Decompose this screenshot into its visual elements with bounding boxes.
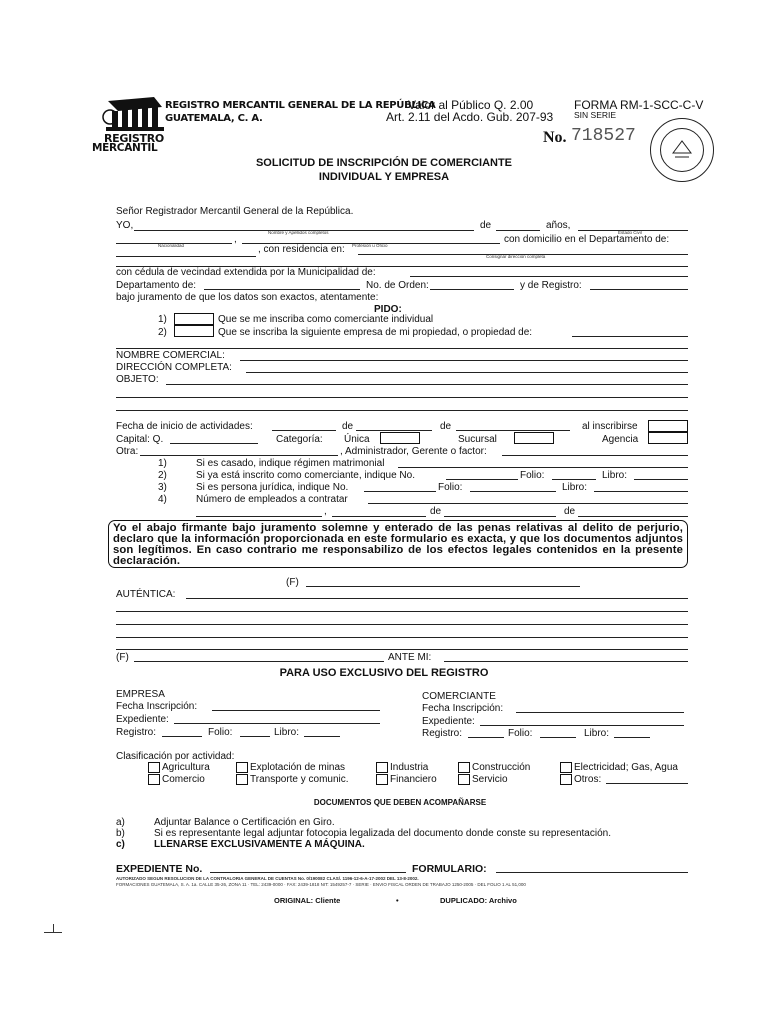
object-field-3[interactable] bbox=[116, 410, 688, 411]
option1-text: Que se me inscriba como comerciante individual bbox=[218, 314, 434, 325]
activity-checkbox-construccion[interactable] bbox=[458, 762, 470, 773]
signature-f1-label: (F) bbox=[286, 577, 299, 588]
comma-sep: , bbox=[234, 234, 237, 245]
option2-text: Que se inscriba la siguiente empresa de mi propiedad, o propiedad de: bbox=[218, 327, 533, 338]
registry-use-title: PARA USO EXCLUSIVO DEL REGISTRO bbox=[279, 667, 489, 679]
matrimonial-regime-field[interactable] bbox=[398, 467, 688, 468]
price-label: Valor al Público Q. 2.00 bbox=[408, 98, 534, 112]
form-field[interactable] bbox=[496, 872, 688, 873]
empresa-date-label: Fecha Inscripción: bbox=[116, 701, 198, 712]
comerciante-file-label: Expediente: bbox=[422, 716, 475, 727]
logo-text-registro: REGISTRO bbox=[104, 132, 164, 145]
capital-label: Capital: Q. bbox=[116, 434, 164, 445]
legal-entity-no-field[interactable] bbox=[364, 491, 436, 492]
comerciante-date-label: Fecha Inscripción: bbox=[422, 703, 504, 714]
question3-number: 3) bbox=[158, 482, 167, 493]
activity-checkbox-otros[interactable] bbox=[560, 774, 572, 785]
hint-name: Nombre y Apellidos completos bbox=[268, 230, 329, 235]
comerciante-libro-field[interactable] bbox=[614, 737, 650, 738]
comerciante-heading: COMERCIANTE bbox=[422, 691, 496, 702]
question2-folio-label: Folio: bbox=[520, 470, 545, 481]
empresa-heading: EMPRESA bbox=[116, 689, 165, 700]
hint-profession: Profesión u Oficio bbox=[352, 243, 388, 248]
employees-field[interactable] bbox=[368, 503, 688, 504]
activity-label-otros: Otros: bbox=[574, 774, 602, 785]
start-date-label: Fecha de inicio de actividades: bbox=[116, 421, 253, 432]
activity-checkbox-transport[interactable] bbox=[236, 774, 248, 785]
owner-field-2[interactable] bbox=[116, 348, 688, 349]
question3-folio-field[interactable] bbox=[470, 491, 556, 492]
number-label: No. bbox=[543, 129, 567, 146]
document-a-text: Adjuntar Balance o Certificación en Giro. bbox=[154, 817, 335, 828]
question2-folio-field[interactable] bbox=[552, 479, 596, 480]
question2-number: 2) bbox=[158, 470, 167, 481]
hint-nationality: Nacionalidad bbox=[158, 243, 185, 248]
activity-label-servicio: Servicio bbox=[472, 774, 508, 785]
option2-number: 2) bbox=[158, 327, 167, 338]
comerciante-folio-field[interactable] bbox=[540, 737, 576, 738]
full-address-label: DIRECCIÓN COMPLETA: bbox=[116, 362, 232, 373]
activity-checkbox-mining[interactable] bbox=[236, 762, 248, 773]
duplicate-copy-label: DUPLICADO: Archivo bbox=[440, 896, 517, 905]
original-copy-label: ORIGINAL: Cliente bbox=[274, 896, 341, 905]
age-de-label: de bbox=[480, 220, 492, 231]
years-label: años, bbox=[546, 220, 571, 231]
order-no-field[interactable] bbox=[430, 289, 514, 290]
question2-libro-field[interactable] bbox=[634, 479, 688, 480]
question1-number: 1) bbox=[158, 458, 167, 469]
empresa-registry-label: Registro: bbox=[116, 727, 157, 738]
documents-title: DOCUMENTOS QUE DEBEN ACOMPAÑARSE bbox=[313, 798, 487, 807]
authentication-label: AUTÉNTICA: bbox=[116, 589, 176, 600]
owner-field[interactable] bbox=[572, 336, 688, 337]
authentication-field[interactable] bbox=[186, 598, 688, 599]
trade-name-label: NOMBRE COMERCIAL: bbox=[116, 350, 225, 361]
empresa-file-field[interactable] bbox=[174, 723, 380, 724]
activity-checkbox-servicio[interactable] bbox=[458, 774, 470, 785]
date-de1-label: de bbox=[430, 506, 442, 517]
empresa-libro-field[interactable] bbox=[304, 736, 340, 737]
activity-label-industria: Industria bbox=[390, 762, 429, 773]
option1-box[interactable] bbox=[174, 313, 214, 325]
administrator-field[interactable] bbox=[502, 455, 688, 456]
date-place-field[interactable] bbox=[196, 516, 322, 517]
sworn-declaration-text: Yo el abajo firmante bajo juramento solemne y enterado de las penas relativas al delito de perjurio, declaro que la información proporcionada en este formulario es exacta, y que los documentos adjuntos son legítimos. En caso contrario me responsabilizo de los efectos legales contenidos en la presente declaración. bbox=[113, 522, 683, 567]
category-label: Categoría: bbox=[276, 434, 323, 445]
oath-text: bajo juramento de que los datos son exactos, atentamente: bbox=[116, 292, 379, 303]
notary-signature-field[interactable] bbox=[134, 661, 384, 662]
sworn-declaration-box bbox=[108, 520, 688, 568]
classification-label: Clasificación por actividad: bbox=[116, 751, 235, 762]
file-number-field[interactable] bbox=[210, 872, 406, 873]
scan-mark bbox=[44, 932, 62, 933]
capital-field[interactable] bbox=[170, 443, 258, 444]
empresa-libro-label: Libro: bbox=[274, 727, 300, 738]
article-label: Art. 2.11 del Acdo. Gub. 207-93 bbox=[386, 110, 554, 124]
sucursal-box[interactable] bbox=[514, 432, 554, 444]
residence-label: , con residencia en: bbox=[258, 244, 345, 255]
question2-libro-label: Libro: bbox=[602, 470, 628, 481]
hint-civil-status: Estado Civil bbox=[618, 230, 642, 235]
activity-label-transport: Transporte y comunic. bbox=[250, 774, 349, 785]
authorization-fine-print: AUTORIZADO SEGUN RESOLUCION DE LA CONTRALORIA GENERAL DE CUENTAS No. 0/190082 CLAS/. 1196-12-6-A-17-2002 DEL 13-8-2002. bbox=[116, 876, 419, 881]
document-b-letter: b) bbox=[116, 828, 125, 839]
department-label: Departamento de: bbox=[116, 280, 197, 291]
document-b-text: Si es representante legal adjuntar fotocopia legalizada del documento donde conste su representación. bbox=[154, 828, 611, 839]
document-a-letter: a) bbox=[116, 817, 125, 828]
unica-box[interactable] bbox=[380, 432, 420, 444]
sucursal-label: Sucursal bbox=[458, 434, 497, 445]
activity-label-utilities: Electricidad; Gas, Agua bbox=[574, 762, 678, 773]
file-number-label: EXPEDIENTE No. bbox=[116, 863, 203, 875]
option2-box[interactable] bbox=[174, 325, 214, 337]
object-field-2[interactable] bbox=[116, 397, 688, 398]
org-name: REGISTRO MERCANTIL GENERAL DE LA REPÚBLICA bbox=[165, 100, 436, 111]
comerciante-registry-field[interactable] bbox=[468, 737, 504, 738]
empresa-registry-field[interactable] bbox=[162, 736, 202, 737]
question2-text: Si ya está inscrito como comerciante, indique No. bbox=[196, 470, 415, 481]
activity-label-financiero: Financiero bbox=[390, 774, 437, 785]
start-de2-label: de bbox=[440, 421, 452, 432]
authentication-field-3[interactable] bbox=[116, 624, 688, 625]
when-registering-label: al inscribirse bbox=[582, 421, 638, 432]
question4-text: Número de empleados a contratar bbox=[196, 494, 348, 505]
merchant-no-field[interactable] bbox=[446, 479, 518, 480]
agencia-box[interactable] bbox=[648, 432, 688, 444]
authentication-field-5[interactable] bbox=[116, 649, 688, 650]
department-field[interactable] bbox=[204, 289, 360, 290]
registry-no-label: y de Registro: bbox=[520, 280, 582, 291]
printer-fine-print: FORMACIONES GUATEMALA, S. A. 1a. CALLE 35-26, ZONA 11 · TEL: 2439-0000 · FAX: 2439-1818 NIT: 1549257-7 · SERIE · ENVIO FISCAL ORDEN DE TRABAJO 1250-2005 · DEL FOLIO 1 AL 51,000 bbox=[116, 882, 526, 887]
form-code: FORMA RM-1-SCC-C-V bbox=[574, 98, 704, 112]
question3-text: Si es persona jurídica, indique No. bbox=[196, 482, 349, 493]
empresa-folio-label: Folio: bbox=[208, 727, 233, 738]
start-day-field[interactable] bbox=[272, 430, 336, 431]
date-de2-label: de bbox=[564, 506, 576, 517]
activity-label-construccion: Construcción bbox=[472, 762, 531, 773]
department-domicile-field[interactable] bbox=[116, 256, 256, 257]
empresa-folio-field[interactable] bbox=[240, 736, 270, 737]
hint-address: Consignar dirección completa bbox=[486, 254, 546, 259]
other-field[interactable] bbox=[140, 455, 338, 456]
order-no-label: No. de Orden: bbox=[366, 280, 429, 291]
empresa-date-field[interactable] bbox=[212, 710, 380, 711]
series-label: SIN SERIE bbox=[574, 110, 617, 120]
document-c-letter: c) bbox=[116, 839, 125, 850]
activity-checkbox-industria[interactable] bbox=[376, 762, 388, 773]
activity-label-comercio: Comercio bbox=[162, 774, 205, 785]
registry-no-field[interactable] bbox=[590, 289, 688, 290]
form-title-line2: INDIVIDUAL Y EMPRESA bbox=[318, 171, 450, 183]
comerciante-date-field[interactable] bbox=[516, 712, 684, 713]
signature-f2-label: (F) bbox=[116, 652, 129, 663]
agencia-label: Agencia bbox=[602, 434, 639, 445]
date-day-field[interactable] bbox=[332, 516, 426, 517]
option1-number: 1) bbox=[158, 314, 167, 325]
registry-logo bbox=[92, 97, 172, 154]
empresa-file-label: Expediente: bbox=[116, 714, 169, 725]
date-month-field[interactable] bbox=[444, 516, 556, 517]
salutation: Señor Registrador Mercantil General de la República. bbox=[116, 206, 354, 217]
question3-folio-label: Folio: bbox=[438, 482, 463, 493]
other-label: Otra: bbox=[116, 446, 139, 457]
comerciante-file-field[interactable] bbox=[480, 725, 684, 726]
copy-separator: • bbox=[396, 896, 399, 905]
yo-label: YO, bbox=[116, 220, 134, 231]
document-c-text: LLENARSE EXCLUSIVAMENTE A MÁQUINA. bbox=[154, 839, 365, 850]
start-year-field[interactable] bbox=[456, 430, 570, 431]
activity-label-agricultura: Agricultura bbox=[162, 762, 210, 773]
scan-mark-vertical bbox=[53, 924, 54, 932]
before-me-field[interactable] bbox=[444, 661, 688, 662]
question3-libro-label: Libro: bbox=[562, 482, 588, 493]
question4-number: 4) bbox=[158, 494, 167, 505]
form-number: 718527 bbox=[571, 126, 636, 146]
before-me-label: ANTE MI: bbox=[388, 652, 432, 663]
logo-text-mercantil: MERCANTIL bbox=[92, 142, 158, 154]
activity-label-mining: Explotación de minas bbox=[250, 762, 346, 773]
question1-text: Si es casado, indique régimen matrimonial bbox=[196, 458, 385, 469]
activity-checkbox-utilities[interactable] bbox=[560, 762, 572, 773]
form-label: FORMULARIO: bbox=[412, 863, 487, 875]
municipality-field[interactable] bbox=[410, 276, 688, 277]
administrator-label: , Administrador, Gerente o factor: bbox=[340, 446, 487, 457]
comerciante-folio-label: Folio: bbox=[508, 728, 533, 739]
question3-libro-field[interactable] bbox=[594, 491, 688, 492]
pido-label: PIDO: bbox=[374, 304, 402, 315]
date-year-field[interactable] bbox=[578, 516, 688, 517]
authentication-field-2[interactable] bbox=[116, 611, 688, 612]
object-field[interactable] bbox=[166, 384, 688, 385]
comerciante-registry-label: Registro: bbox=[422, 728, 463, 739]
start-month-field[interactable] bbox=[356, 430, 432, 431]
activity-checkbox-agricultura[interactable] bbox=[148, 762, 160, 773]
activity-checkbox-comercio[interactable] bbox=[148, 774, 160, 785]
domicile-label: con domicilio en el Departamento de: bbox=[504, 234, 670, 245]
trade-name-field[interactable] bbox=[240, 360, 688, 361]
form-title-line1: SOLICITUD DE INSCRIPCIÓN DE COMERCIANTE bbox=[255, 157, 513, 169]
unica-label: Única bbox=[344, 434, 370, 445]
org-location: GUATEMALA, C. A. bbox=[165, 113, 263, 124]
signature-field[interactable] bbox=[306, 586, 580, 587]
authentication-field-4[interactable] bbox=[116, 637, 688, 638]
cedula-label: con cédula de vecindad extendida por la Municipalidad de: bbox=[116, 267, 376, 278]
start-de1-label: de bbox=[342, 421, 354, 432]
date-comma: , bbox=[324, 506, 327, 517]
object-label: OBJETO: bbox=[116, 374, 159, 385]
pillars-logo-icon bbox=[100, 97, 172, 133]
comerciante-libro-label: Libro: bbox=[584, 728, 610, 739]
activity-other-field[interactable] bbox=[606, 783, 688, 784]
activity-checkbox-financiero[interactable] bbox=[376, 774, 388, 785]
age-field[interactable] bbox=[496, 230, 540, 231]
full-address-field[interactable] bbox=[246, 372, 688, 373]
when-registering-box[interactable] bbox=[648, 420, 688, 432]
